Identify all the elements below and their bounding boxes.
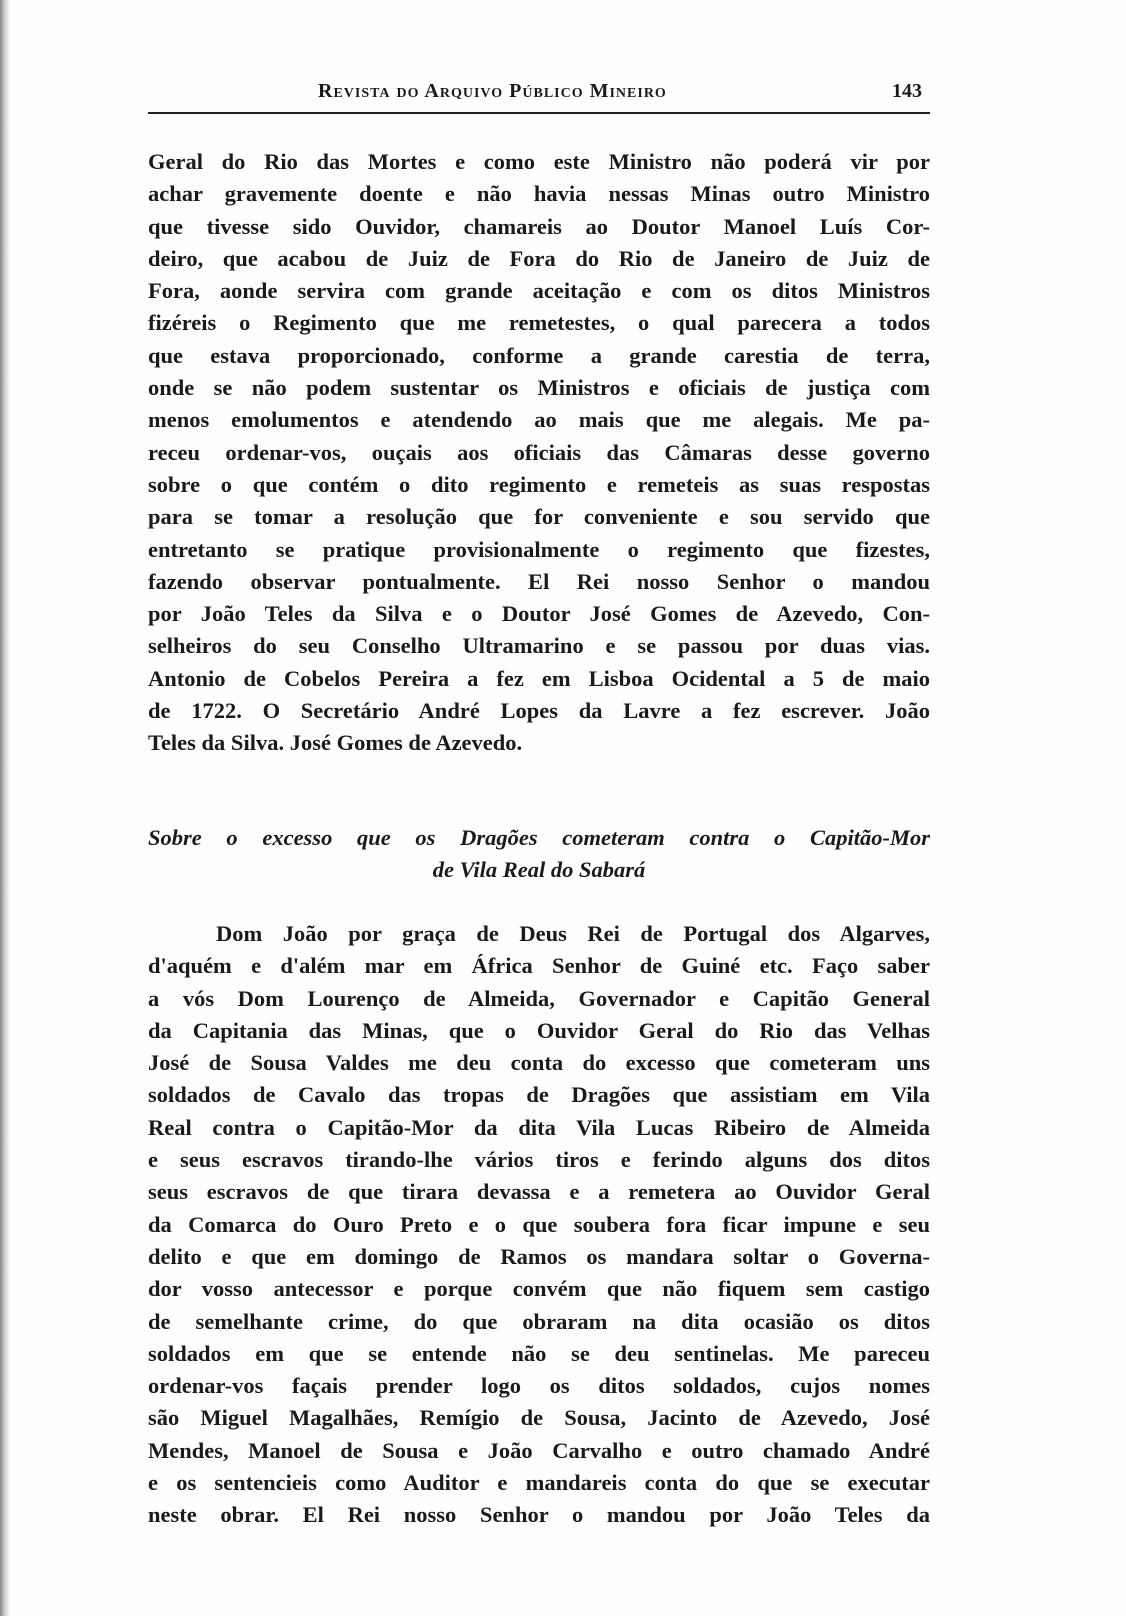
text-line: são Miguel Magalhães, Remígio de Sousa, Jacinto de Azevedo, José (148, 1405, 930, 1431)
text-line: onde se não podem sustentar os Ministros e oficiais de justiça com (148, 375, 930, 401)
text-line: seus escravos de que tirara devassa e a remetera ao Ouvidor Geral (148, 1179, 930, 1205)
section-heading (148, 822, 930, 886)
text-line: delito e que em domingo de Ramos os mandara soltar o Governa- (148, 1243, 930, 1269)
text-line: sobre o que contém o dito regimento e remeteis as suas respostas (148, 471, 930, 497)
paragraph-1 (148, 146, 930, 760)
heading-line: Sobre o excesso que os Dragões cometeram contra o Capitão-Mor (148, 825, 930, 850)
text-line: Fora, aonde servira com grande aceitação e com os ditos Ministros (148, 278, 930, 304)
text-line: d'aquém e d'além mar em África Senhor de Guiné etc. Faço saber (148, 953, 930, 979)
text-line: soldados em que se entende não se deu sentinelas. Me pareceu (148, 1340, 930, 1366)
text-line: fizéreis o Regimento que me remetestes, o qual parecera a todos (148, 310, 930, 336)
text-line: Geral do Rio das Mortes e como este Ministro não poderá vir por (148, 149, 930, 174)
text-line: achar gravemente doente e não havia nessas Minas outro Ministro (148, 181, 930, 207)
text-line: menos emolumentos e atendendo ao mais que me alegais. Me pa- (148, 407, 930, 433)
text-line: Real contra o Capitão-Mor da dita Vila Lucas Ribeiro de Almeida (148, 1114, 930, 1140)
text-line: dor vosso antecessor e porque convém que não fiquem sem castigo (148, 1276, 930, 1302)
text-line: Teles da Silva. José Gomes de Azevedo. (148, 730, 523, 756)
page-number: 143 (892, 80, 922, 102)
text-line: que estava proporcionado, conforme a grande carestia de terra, (148, 342, 930, 368)
text-line: Antonio de Cobelos Pereira a fez em Lisboa Ocidental a 5 de maio (148, 665, 930, 691)
text-line: para se tomar a resolução que for conveniente e sou servido que (148, 504, 930, 530)
text-line: da Capitania das Minas, que o Ouvidor Geral do Rio das Velhas (148, 1017, 930, 1043)
text-line: de 1722. O Secretário André Lopes da Lavre a fez escrever. João (148, 698, 930, 724)
paragraph-2 (148, 918, 930, 1532)
text-line: a vós Dom Lourenço de Almeida, Governador e Capitão General (148, 985, 930, 1011)
text-line: neste obrar. El Rei nosso Senhor o mandou por João Teles da (148, 1502, 930, 1528)
journal-title: Revista do Arquivo Público Mineiro (318, 80, 667, 102)
text-line: selheiros do seu Conselho Ultramarino e se passou por duas vias. (148, 633, 930, 659)
text-line: José de Sousa Valdes me deu conta do excesso que cometeram uns (148, 1050, 930, 1076)
text-line: receu ordenar-vos, ouçais aos oficiais das Câmaras desse governo (148, 439, 930, 465)
text-line: de semelhante crime, do que obraram na dita ocasião os ditos (148, 1308, 930, 1334)
scan-binding-edge (0, 0, 10, 1616)
running-header (148, 78, 930, 114)
text-line: por João Teles da Silva e o Doutor José Gomes de Azevedo, Con- (148, 601, 930, 627)
text-line: fazendo observar pontualmente. El Rei nosso Senhor o mandou (148, 568, 930, 594)
text-line: da Comarca do Ouro Preto e o que soubera fora ficar impune e seu (148, 1211, 930, 1237)
text-line: ordenar-vos façais prender logo os ditos soldados, cujos nomes (148, 1373, 930, 1399)
text-line: que tivesse sido Ouvidor, chamareis ao Doutor Manoel Luís Cor- (148, 213, 930, 239)
text-line: Mendes, Manoel de Sousa e João Carvalho e outro chamado André (148, 1437, 930, 1463)
text-line: e seus escravos tirando-lhe vários tiros e ferindo alguns dos ditos (148, 1147, 930, 1173)
text-line: Dom João por graça de Deus Rei de Portugal dos Algarves, (216, 921, 930, 946)
text-line: deiro, que acabou de Juiz de Fora do Rio de Janeiro de Juiz de (148, 245, 930, 271)
text-line: e os sentencieis como Auditor e mandareis conta do que se executar (148, 1470, 930, 1496)
text-line: soldados de Cavalo das tropas de Dragões que assistiam em Vila (148, 1082, 930, 1108)
text-line: entretanto se pratique provisionalmente o regimento que fizestes, (148, 536, 930, 562)
heading-line: de Vila Real do Sabará (432, 857, 646, 882)
